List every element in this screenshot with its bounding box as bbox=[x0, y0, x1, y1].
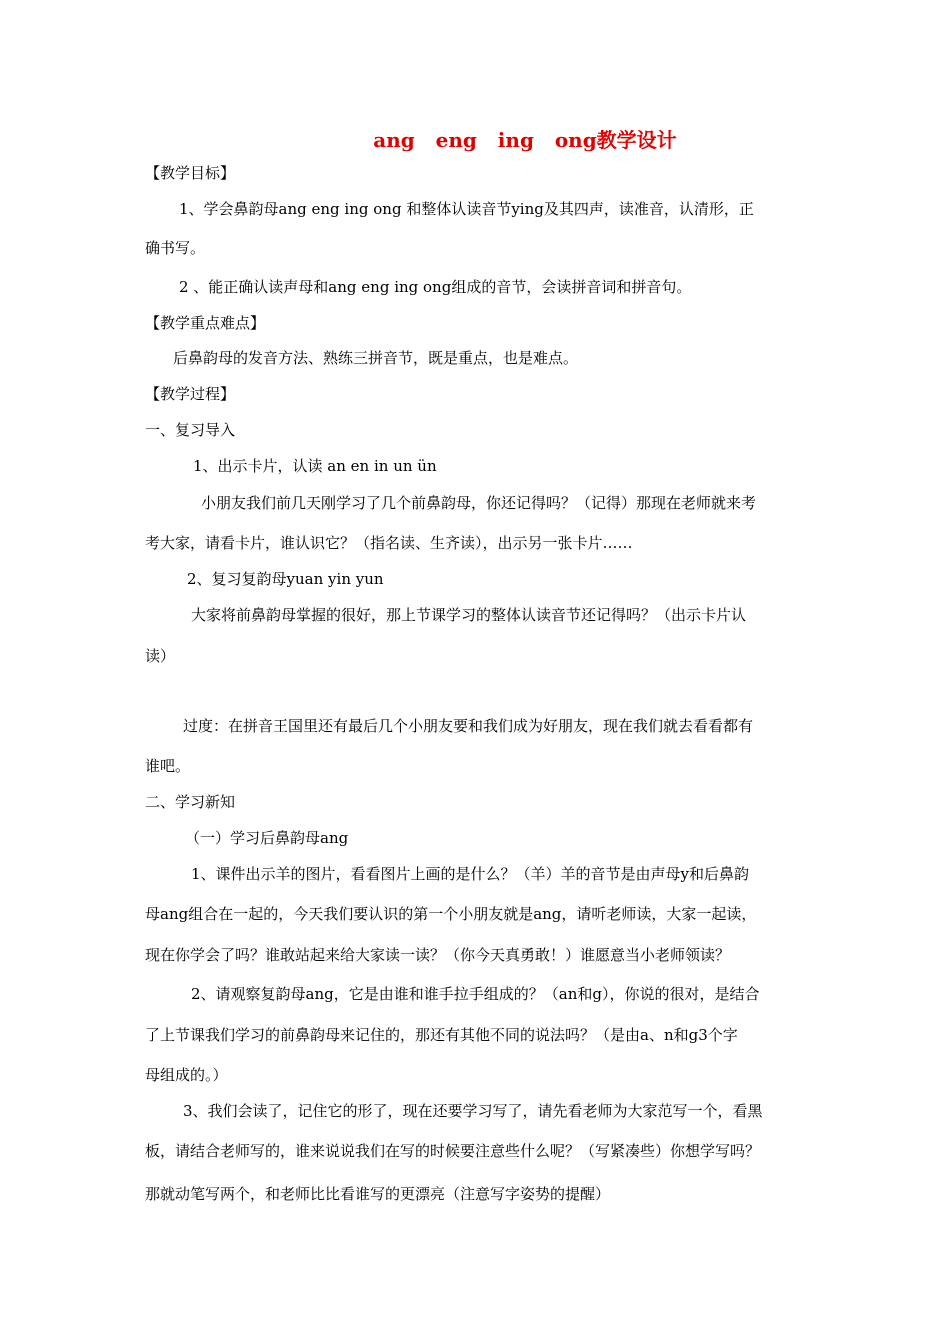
paragraph-line: 考大家，请看卡片，谁认识它？（指名读、生齐读），出示另一张卡片…… bbox=[145, 534, 633, 552]
document-title: ang eng ing ong教学设计 bbox=[373, 128, 677, 152]
section-heading-goals: 【教学目标】 bbox=[145, 164, 236, 182]
paragraph-line: 了上节课我们学习的前鼻韵母来记住的，那还有其他不同的说法吗？（是由a、n和g3个字 bbox=[145, 1026, 738, 1044]
paragraph-line: 谁吧。 bbox=[145, 757, 191, 775]
paragraph-line: 过度：在拼音王国里还有最后几个小朋友要和我们成为好朋友，现在我们就去看看都有 bbox=[183, 717, 754, 735]
paragraph-line: 1、学会鼻韵母ang eng ing ong 和整体认读音节ying及其四声，读准音，认清形，正 bbox=[179, 200, 754, 218]
subheading-ang: （一）学习后鼻韵母ang bbox=[185, 829, 349, 847]
paragraph-line: 2、复习复韵母yuan yin yun bbox=[187, 570, 384, 588]
paragraph-line: 后鼻韵母的发音方法、熟练三拼音节，既是重点，也是难点。 bbox=[173, 349, 579, 367]
paragraph-line: 大家将前鼻韵母掌握的很好，那上节课学习的整体认读音节还记得吗？（出示卡片认 bbox=[191, 606, 747, 624]
paragraph-line: 母组成的。） bbox=[145, 1066, 228, 1084]
paragraph-line: 确书写。 bbox=[145, 239, 206, 257]
paragraph-line: 读） bbox=[145, 647, 176, 665]
section-heading-process: 【教学过程】 bbox=[145, 385, 236, 403]
paragraph-line: 2 、能正确认读声母和ang eng ing ong组成的音节，会读拼音词和拼音句。 bbox=[179, 278, 692, 296]
paragraph-line: 那就动笔写两个，和老师比比看谁写的更漂亮（注意写字姿势的提醒） bbox=[145, 1185, 611, 1203]
subheading-new-knowledge: 二、学习新知 bbox=[145, 793, 236, 811]
paragraph-line: 母ang组合在一起的，今天我们要认识的第一个小朋友就是ang，请听老师读，大家一起读， bbox=[145, 905, 757, 923]
paragraph-line: 小朋友我们前几天刚学习了几个前鼻韵母，你还记得吗？（记得）那现在老师就来考 bbox=[201, 494, 757, 512]
paragraph-line: 3、我们会读了，记住它的形了，现在还要学习写了，请先看老师为大家范写一个，看黑 bbox=[183, 1102, 763, 1120]
paragraph-line: 1、出示卡片，认读 an en in un ün bbox=[193, 457, 437, 475]
paragraph-line: 板，请结合老师写的，谁来说说我们在写的时候要注意些什么呢？（写紧凑些）你想学写吗？ bbox=[145, 1142, 761, 1160]
section-heading-key-points: 【教学重点难点】 bbox=[145, 314, 266, 332]
paragraph-line: 2、请观察复韵母ang，它是由谁和谁手拉手组成的？（an和g），你说的很对，是结合 bbox=[191, 985, 760, 1003]
subheading-review: 一、复习导入 bbox=[145, 421, 236, 439]
paragraph-line: 1、课件出示羊的图片，看看图片上画的是什么？（羊）羊的音节是由声母y和后鼻韵 bbox=[191, 865, 750, 883]
paragraph-line: 现在你学会了吗？谁敢站起来给大家读一读？（你今天真勇敢！）谁愿意当小老师领读？ bbox=[145, 946, 731, 964]
